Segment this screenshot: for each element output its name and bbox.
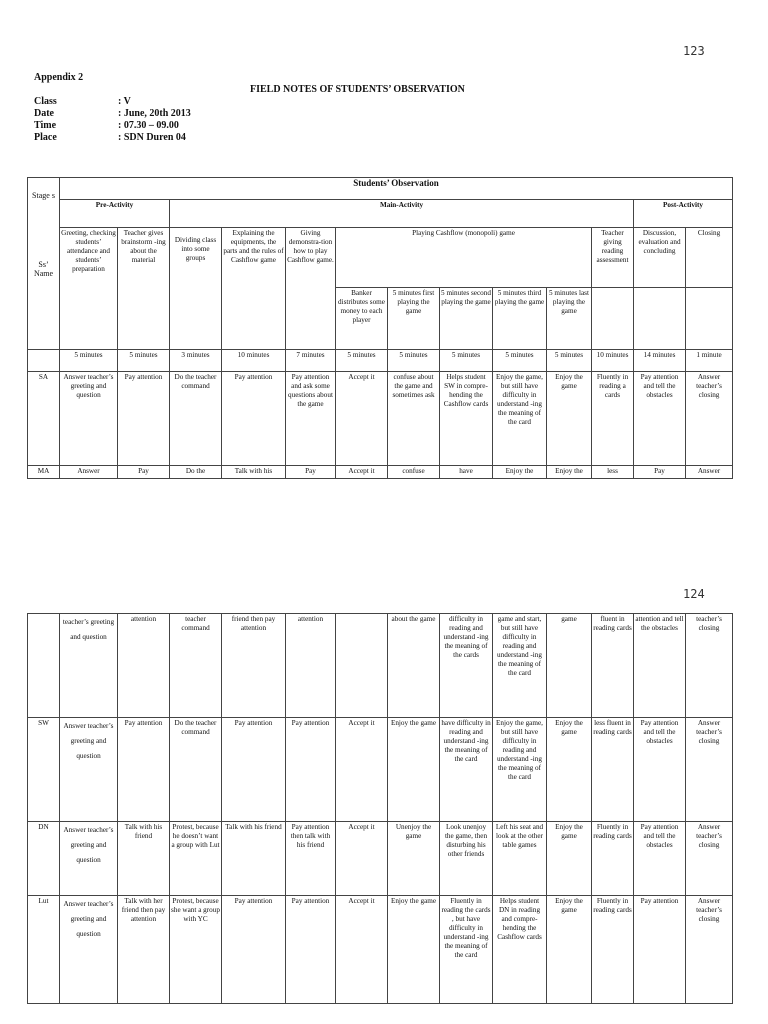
obs-cell: Accept it <box>336 896 388 1004</box>
obs-cell: Accept it <box>336 372 388 466</box>
obs-cell: Accept it <box>336 718 388 822</box>
post-activity-header: Post-Activity <box>634 200 733 228</box>
sub-activity-empty <box>686 288 733 350</box>
obs-cell: less fluent in reading cards <box>592 718 634 822</box>
obs-cell <box>336 614 388 718</box>
obs-cell: Pay attention and tell the obstacles <box>634 822 686 896</box>
obs-cell: Pay <box>286 466 336 479</box>
obs-cell: Answer <box>60 466 118 479</box>
obs-cell: Enjoy the <box>547 466 592 479</box>
obs-cell: teacher’s greeting and question <box>60 614 118 718</box>
obs-cell: Enjoy the game <box>388 896 440 1004</box>
obs-cell: Fluently in reading cards <box>592 896 634 1004</box>
obs-cell: game and start, but still have difficulty in reading and understand -ing the meaning of the card <box>493 614 547 718</box>
meta-class <box>34 96 191 108</box>
table-row <box>28 718 733 822</box>
sub-activity-empty <box>634 288 686 350</box>
student-name: MA <box>28 466 60 479</box>
obs-cell: Answer teacher’s closing <box>686 822 733 896</box>
obs-cell: Pay attention <box>286 896 336 1004</box>
obs-cell: Pay attention and tell the obstacles <box>634 718 686 822</box>
obs-cell: Talk with his <box>222 466 286 479</box>
obs-cell: Pay attention <box>286 718 336 822</box>
duration-cell: 10 minutes <box>592 350 634 372</box>
obs-cell: Enjoy the <box>493 466 547 479</box>
obs-cell: attention <box>118 614 170 718</box>
durations-row <box>28 350 733 372</box>
students-observation-header: Students’ Observation <box>60 178 733 200</box>
duration-cell: 14 minutes <box>634 350 686 372</box>
pre-activity-header: Pre-Activity <box>60 200 170 228</box>
obs-cell: Unenjoy the game <box>388 822 440 896</box>
meta-value: : June, 20th 2013 <box>118 108 191 119</box>
obs-cell: Pay attention <box>222 896 286 1004</box>
obs-cell: Pay attention <box>634 896 686 1004</box>
page-title: FIELD NOTES OF STUDENTS’ OBSERVATION <box>250 84 465 95</box>
obs-cell: Enjoy the game <box>547 896 592 1004</box>
obs-cell: Fluently in reading the cards , but have difficulty in understand -ing the meaning of the card <box>440 896 493 1004</box>
activity-discussion: Discussion, evaluation and concluding <box>634 228 686 288</box>
page-number: 124 <box>683 587 705 601</box>
obs-cell: Answer teacher’s closing <box>686 896 733 1004</box>
duration-cell: 1 minute <box>686 350 733 372</box>
obs-cell: Do the teacher command <box>170 372 222 466</box>
obs-cell: Enjoy the game <box>388 718 440 822</box>
table-row <box>28 466 733 479</box>
obs-cell: have <box>440 466 493 479</box>
obs-cell: Pay attention <box>118 718 170 822</box>
obs-cell: Look unenjoy the game, then disturbing his other friends <box>440 822 493 896</box>
obs-cell: Fluently in reading cards <box>592 822 634 896</box>
obs-cell: attention and tell the obstacles <box>634 614 686 718</box>
obs-cell: friend then pay attention <box>222 614 286 718</box>
obs-cell: Answer teacher’s greeting and question <box>60 822 118 896</box>
obs-cell: Enjoy the game <box>547 372 592 466</box>
names-label: Ss’ Name <box>33 260 54 278</box>
meta-value: : SDN Duren 04 <box>118 132 186 143</box>
duration-cell: 7 minutes <box>286 350 336 372</box>
obs-cell: Protest, because she want a group with YC <box>170 896 222 1004</box>
duration-cell: 5 minutes <box>440 350 493 372</box>
obs-cell: Answer teacher’s greeting and question <box>60 372 118 466</box>
obs-cell: Accept it <box>336 466 388 479</box>
table-row <box>28 822 733 896</box>
meta-key: Place <box>34 132 57 143</box>
table-row <box>28 896 733 1004</box>
meta-value: : 07.30 – 09.00 <box>118 120 179 131</box>
table-row <box>28 372 733 466</box>
obs-cell: Talk with his friend <box>118 822 170 896</box>
observation-table <box>27 177 733 479</box>
obs-cell: Pay attention <box>222 372 286 466</box>
obs-cell: Pay <box>118 466 170 479</box>
obs-cell: Enjoy the game <box>547 718 592 822</box>
sub-activity-first: 5 minutes first playing the game <box>388 288 440 350</box>
obs-cell: Pay attention <box>222 718 286 822</box>
meta-key: Date <box>34 108 54 119</box>
obs-cell: Left his seat and look at the other table games <box>493 822 547 896</box>
student-name: Lut <box>28 896 60 1004</box>
obs-cell: Helps student DN in reading and compre-hending the Cashflow cards <box>493 896 547 1004</box>
activity-playing: Playing Cashflow (monopoli) game <box>336 228 592 288</box>
obs-cell: Pay attention <box>118 372 170 466</box>
obs-cell: Pay attention and tell the obstacles <box>634 372 686 466</box>
sub-activity-last: 5 minutes last playing the game <box>547 288 592 350</box>
sub-activity-empty <box>592 288 634 350</box>
obs-cell: Helps student SW in compre-hending the Cashflow cards <box>440 372 493 466</box>
obs-cell: Pay attention and ask some questions about the game <box>286 372 336 466</box>
obs-cell: about the game <box>388 614 440 718</box>
obs-cell: fluent in reading cards <box>592 614 634 718</box>
duration-cell: 3 minutes <box>170 350 222 372</box>
student-name: SA <box>28 372 60 466</box>
obs-cell: teacher’s closing <box>686 614 733 718</box>
sub-activity-second: 5 minutes second playing the game <box>440 288 493 350</box>
obs-cell: Do the <box>170 466 222 479</box>
obs-cell: Answer <box>686 466 733 479</box>
meta-key: Time <box>34 120 57 131</box>
activity-closing: Closing <box>686 228 733 288</box>
obs-cell: Accept it <box>336 822 388 896</box>
obs-cell: game <box>547 614 592 718</box>
obs-cell: Fluently in reading a cards <box>592 372 634 466</box>
obs-cell: attention <box>286 614 336 718</box>
obs-cell: Enjoy the game, but still have difficulty in understand -ing the meaning of the card <box>493 372 547 466</box>
student-name: DN <box>28 822 60 896</box>
duration-cell: 5 minutes <box>493 350 547 372</box>
obs-cell: Answer teacher’s greeting and question <box>60 718 118 822</box>
duration-cell: 5 minutes <box>547 350 592 372</box>
sub-activity-banker: Banker distributes some money to each player <box>336 288 388 350</box>
meta-time <box>34 120 191 132</box>
obs-cell: have difficulty in reading and understand -ing the meaning of the card <box>440 718 493 822</box>
obs-cell: teacher command <box>170 614 222 718</box>
table-row <box>28 614 733 718</box>
obs-cell: Enjoy the game <box>547 822 592 896</box>
obs-cell: Pay <box>634 466 686 479</box>
obs-cell: Protest, because he doesn’t want a group with Lut <box>170 822 222 896</box>
activity-demonstration: Giving demonstra-tion how to play Cashflow game. <box>286 228 336 350</box>
duration-cell: 10 minutes <box>222 350 286 372</box>
obs-cell: confuse about the game and sometimes ask <box>388 372 440 466</box>
obs-cell: Do the teacher command <box>170 718 222 822</box>
duration-cell: 5 minutes <box>118 350 170 372</box>
stages-label: Stage s <box>32 191 55 200</box>
obs-cell: Talk with her friend then pay attention <box>118 896 170 1004</box>
sub-activity-third: 5 minutes third playing the game <box>493 288 547 350</box>
obs-cell: Enjoy the game, but still have difficulty in reading and understand -ing the meaning of the card <box>493 718 547 822</box>
duration-cell <box>28 350 60 372</box>
activity-assessment: Teacher giving reading assessment <box>592 228 634 288</box>
meta-key: Class <box>34 96 57 107</box>
activity-explaining: Explaining the equipments, the parts and the rules of Cashflow game <box>222 228 286 350</box>
observation-table-continued <box>27 613 733 1004</box>
obs-cell: Pay attention then talk with his friend <box>286 822 336 896</box>
obs-cell: confuse <box>388 466 440 479</box>
meta-place <box>34 132 191 144</box>
obs-cell: Talk with his friend <box>222 822 286 896</box>
page-number: 123 <box>683 44 705 58</box>
document-meta <box>34 96 191 144</box>
activity-greeting: Greeting, checking students’ attendance and students’ preparation <box>60 228 118 350</box>
activity-dividing: Dividing class into some groups <box>170 228 222 350</box>
obs-cell: Answer teacher’s greeting and question <box>60 896 118 1004</box>
meta-value: : V <box>118 96 131 107</box>
meta-date <box>34 108 191 120</box>
obs-cell: difficulty in reading and understand -ing the meaning of the cards <box>440 614 493 718</box>
student-name <box>28 614 60 718</box>
activity-brainstorm: Teacher gives brainstorm -ing about the material <box>118 228 170 350</box>
stages-names-header <box>28 178 60 350</box>
student-name: SW <box>28 718 60 822</box>
duration-cell: 5 minutes <box>60 350 118 372</box>
obs-cell: Answer teacher’s closing <box>686 718 733 822</box>
obs-cell: Answer teacher’s closing <box>686 372 733 466</box>
duration-cell: 5 minutes <box>388 350 440 372</box>
appendix-label: Appendix 2 <box>34 72 84 83</box>
main-activity-header: Main-Activity <box>170 200 634 228</box>
obs-cell: less <box>592 466 634 479</box>
duration-cell: 5 minutes <box>336 350 388 372</box>
